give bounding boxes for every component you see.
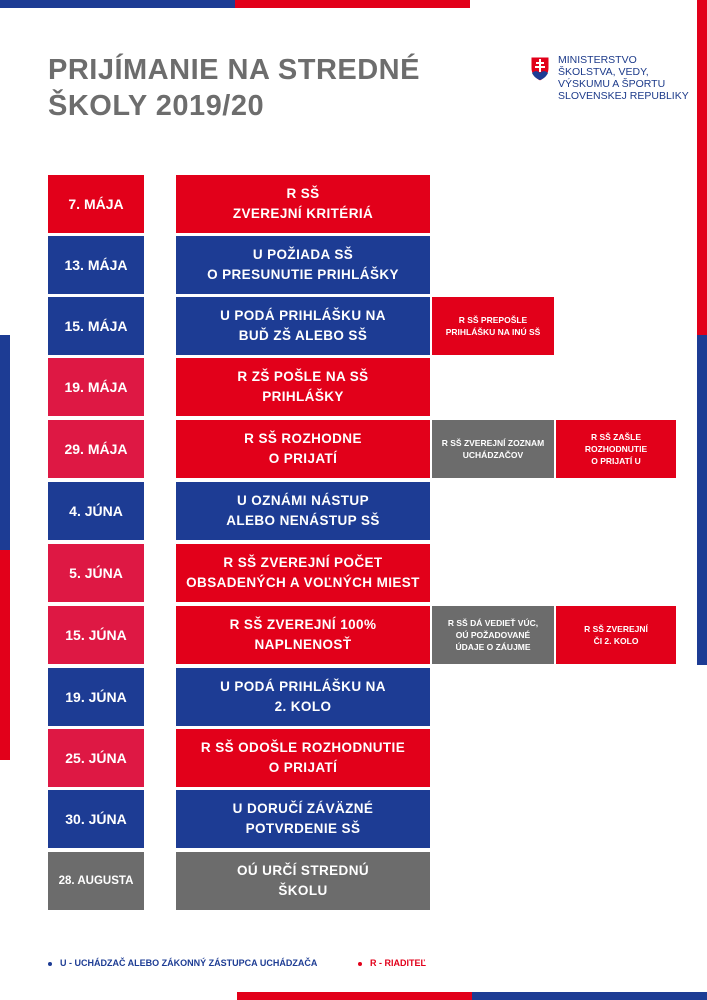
- left-blue-bar: [0, 335, 10, 550]
- date-label: 25. JÚNA: [65, 750, 127, 766]
- date-cell: [48, 297, 144, 355]
- step-line: U OZNÁMI NÁSTUP: [236, 493, 369, 508]
- step-line: O PRIJATÍ: [268, 451, 338, 466]
- legend-principal: [358, 958, 426, 968]
- side-note-cell: [432, 420, 554, 478]
- date-cell: [48, 606, 144, 664]
- step-cell: [176, 790, 430, 848]
- step-cell: [176, 729, 430, 787]
- date-cell: [48, 358, 144, 416]
- date-cell: [48, 544, 144, 602]
- bottom-red-bar: [237, 992, 472, 1000]
- step-line: OÚ URČÍ STREDNÚ: [236, 863, 369, 878]
- side-note-line: ČI 2. KOLO: [593, 636, 639, 646]
- step-cell: [176, 175, 430, 233]
- left-red-bar: [0, 550, 10, 760]
- step-line: R SŠ ZVEREJNÍ POČET: [223, 555, 383, 570]
- step-line: NAPLNENOSŤ: [254, 637, 352, 652]
- side-note-cell: [556, 420, 676, 478]
- legend-dot-red-icon: [358, 962, 362, 966]
- side-note-line: R SŠ ZVEREJNÍ ZOZNAM: [441, 438, 545, 448]
- step-line: R ZŠ POŠLE NA SŠ: [237, 369, 369, 384]
- step-line: U PODÁ PRIHLÁŠKU NA: [220, 679, 386, 694]
- date-label: 5. JÚNA: [69, 565, 123, 581]
- date-cell: [48, 175, 144, 233]
- side-note-line: R SŠ ZAŠLE: [590, 432, 642, 442]
- date-label: 4. JÚNA: [69, 503, 123, 519]
- date-cell: [48, 790, 144, 848]
- right-blue-bar: [697, 335, 707, 665]
- step-cell: [176, 544, 430, 602]
- legend-applicant-text: U - UCHÁDZAČ ALEBO ZÁKONNÝ ZÁSTUPCA UCHÁDZAČA: [60, 958, 318, 968]
- date-cell: [48, 729, 144, 787]
- date-label: 30. JÚNA: [65, 811, 127, 827]
- step-line: POTVRDENIE SŠ: [245, 821, 361, 836]
- step-cell: [176, 606, 430, 664]
- step-cell: [176, 236, 430, 294]
- step-line: BUĎ ZŠ ALEBO SŠ: [238, 328, 368, 343]
- step-cell: [176, 668, 430, 726]
- step-line: ŠKOLU: [278, 883, 328, 898]
- step-line: OBSADENÝCH A VOĽNÝCH MIEST: [186, 575, 420, 590]
- step-cell: [176, 358, 430, 416]
- step-line: ZVEREJNÍ KRITÉRIÁ: [232, 206, 374, 221]
- step-line: ALEBO NENÁSTUP SŠ: [226, 513, 380, 528]
- date-label: 29. MÁJA: [64, 441, 128, 457]
- date-label: 15. MÁJA: [64, 318, 128, 334]
- ministry-name-line4: SLOVENSKEJ REPUBLIKY: [558, 90, 689, 102]
- ministry-logo: [530, 54, 690, 104]
- step-line: R SŠ ODOŠLE ROZHODNUTIE: [200, 740, 406, 755]
- date-label: 15. JÚNA: [65, 627, 127, 643]
- date-cell: [48, 420, 144, 478]
- side-note-line: UCHÁDZAČOV: [462, 450, 524, 460]
- side-note-line: R SŠ ZVEREJNÍ: [584, 624, 648, 634]
- legend-dot-blue-icon: [48, 962, 52, 966]
- step-line: U POŽIADA SŠ: [252, 247, 354, 262]
- ministry-name-line3: VÝSKUMU A ŠPORTU: [558, 78, 666, 90]
- date-label: 28. AUGUSTA: [58, 875, 134, 887]
- step-line: R SŠ ROZHODNE: [244, 431, 362, 446]
- side-note-line: O PRIJATÍ U: [591, 456, 641, 466]
- ministry-name: [558, 54, 689, 102]
- page-title-line2: ŠKOLY 2019/20: [48, 90, 265, 122]
- step-line: PRIHLÁŠKY: [262, 389, 344, 404]
- top-red-bar: [235, 0, 470, 8]
- step-cell: [176, 482, 430, 540]
- side-note-cell: [432, 606, 554, 664]
- step-line: U DORUČÍ ZÁVÄZNÉ: [232, 801, 374, 816]
- step-line: O PRIJATÍ: [268, 760, 338, 775]
- side-note-line: OÚ POŽADOVANÉ: [455, 630, 531, 640]
- date-label: 13. MÁJA: [64, 257, 128, 273]
- legend-principal-text: R - RIADITEĽ: [370, 958, 426, 968]
- date-label: 19. JÚNA: [65, 689, 127, 705]
- step-cell: [176, 297, 430, 355]
- side-note-line: ROZHODNUTIE: [584, 444, 648, 454]
- step-cell: [176, 420, 430, 478]
- date-cell: [48, 236, 144, 294]
- legend-applicant: [48, 958, 317, 968]
- date-cell: [48, 668, 144, 726]
- side-note-line: R SŠ DÁ VEDIEŤ VÚC,: [447, 618, 539, 628]
- step-line: R SŠ: [286, 186, 320, 201]
- date-label: 7. MÁJA: [68, 196, 124, 212]
- step-line: U PODÁ PRIHLÁŠKU NA: [220, 308, 386, 323]
- page-title-line1: PRIJÍMANIE NA STREDNÉ: [48, 54, 420, 86]
- top-blue-bar: [0, 0, 235, 8]
- side-note-line: PRIHLÁŠKU NA INÚ SŠ: [445, 327, 541, 337]
- side-note-cell: [432, 297, 554, 355]
- slovak-coat-of-arms-icon: [530, 56, 550, 82]
- bottom-blue-bar: [472, 992, 707, 1000]
- page-title: [48, 52, 420, 124]
- ministry-name-line2: ŠKOLSTVA, VEDY,: [558, 66, 649, 78]
- date-cell: [48, 852, 144, 910]
- right-red-bar: [697, 0, 707, 335]
- date-cell: [48, 482, 144, 540]
- step-line: O PRESUNUTIE PRIHLÁŠKY: [207, 267, 399, 282]
- step-cell: [176, 852, 430, 910]
- step-line: R SŠ ZVEREJNÍ 100%: [229, 617, 377, 632]
- step-line: 2. KOLO: [274, 699, 332, 714]
- ministry-name-line1: MINISTERSTVO: [558, 54, 637, 66]
- side-note-line: ÚDAJE O ZÁUJME: [455, 642, 531, 652]
- side-note-cell: [556, 606, 676, 664]
- date-label: 19. MÁJA: [64, 379, 128, 395]
- side-note-line: R SŠ PREPOŠLE: [458, 315, 528, 325]
